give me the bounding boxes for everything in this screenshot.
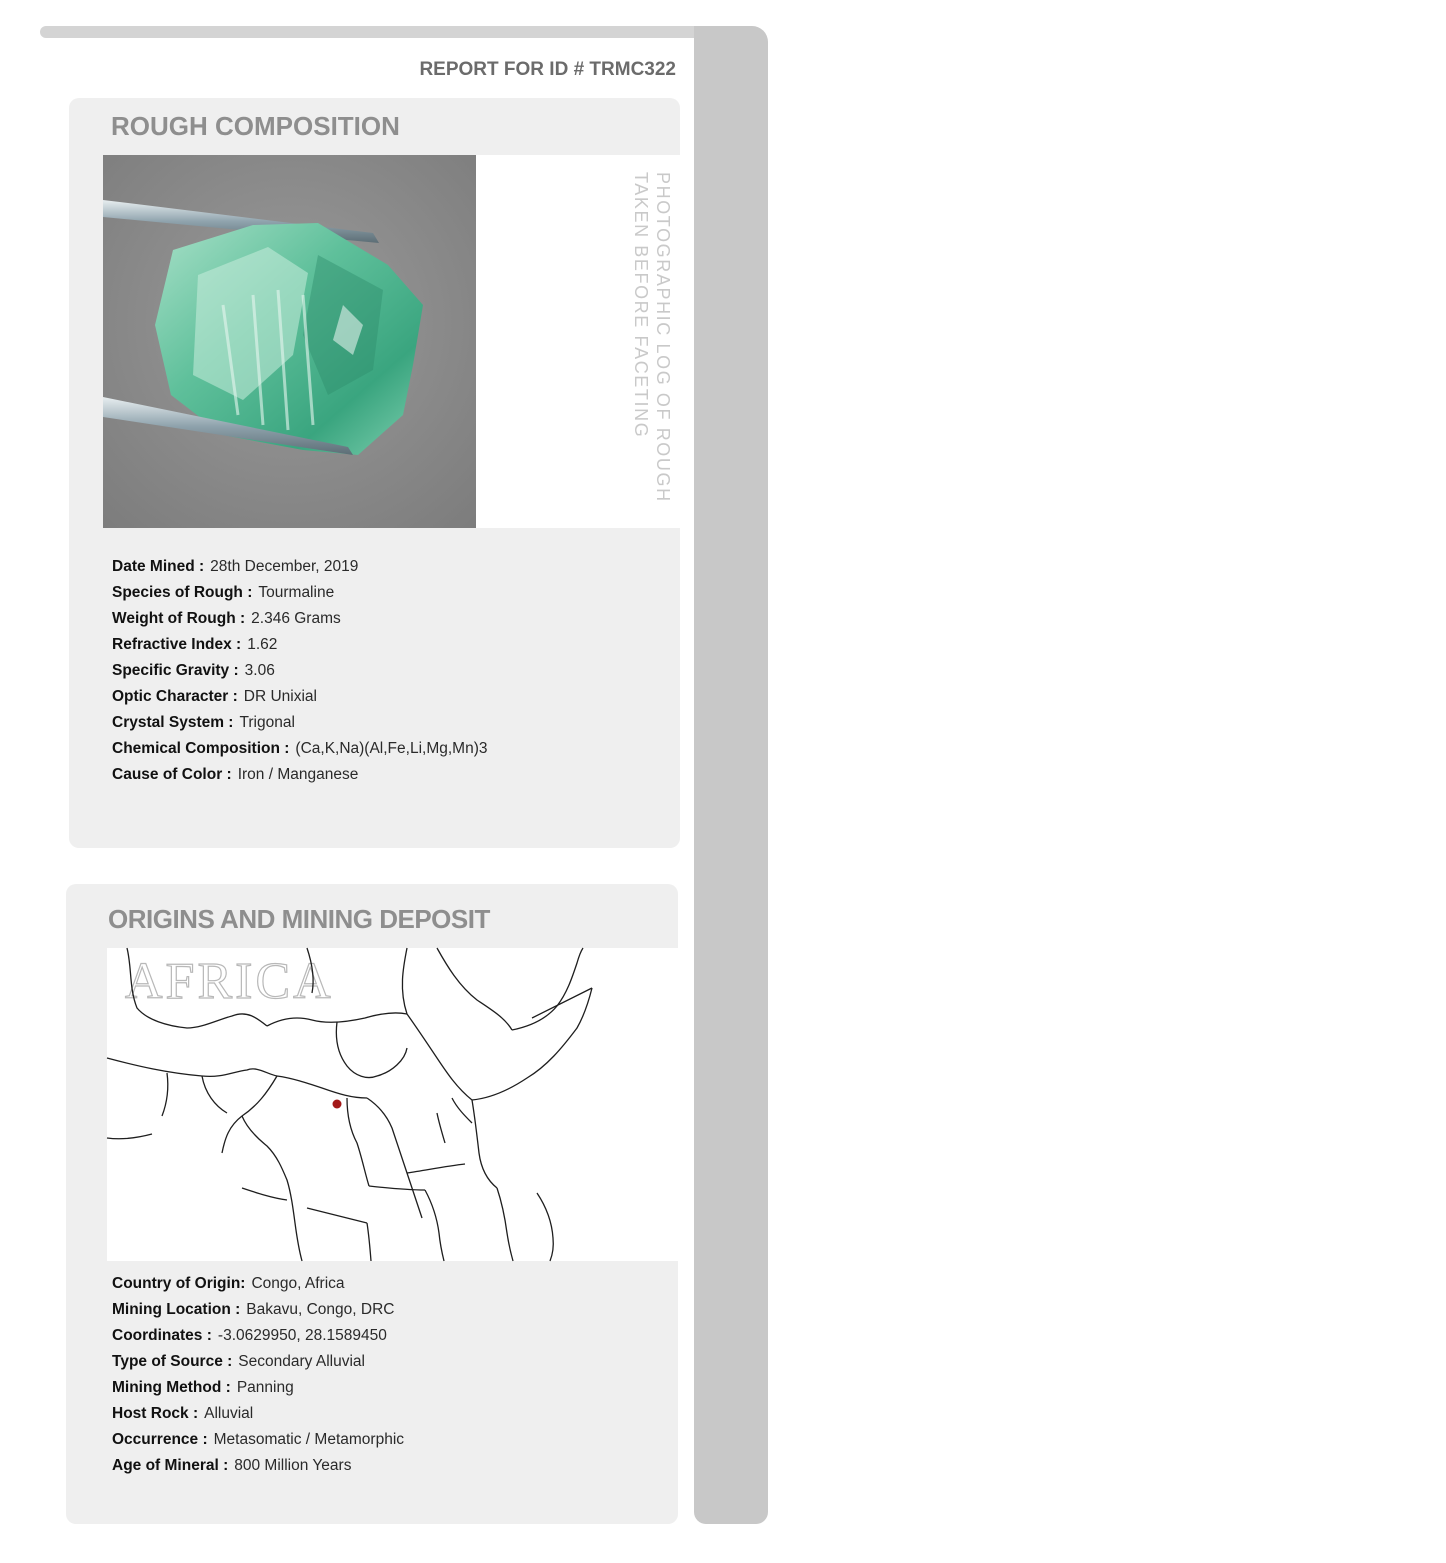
field-key: Coordinates :: [112, 1327, 212, 1344]
map-label: AFRICA: [125, 953, 334, 1010]
field-key: Optic Character :: [112, 688, 238, 705]
field-value: Iron / Manganese: [237, 766, 359, 783]
field-value: Secondary Alluvial: [238, 1353, 365, 1370]
origin-field-mining-method: [112, 1379, 294, 1397]
photo-caption-line-1: PHOTOGRAPHIC LOG OF ROUGH: [653, 172, 673, 503]
field-value: 1.62: [247, 636, 278, 653]
field-value: 3.06: [244, 662, 275, 679]
field-key: Host Rock :: [112, 1405, 199, 1422]
field-key: Cause of Color :: [112, 766, 232, 783]
field-key: Mining Method :: [112, 1379, 231, 1396]
field-value: (Ca,K,Na)(Al,Fe,Li,Mg,Mn)3: [295, 740, 488, 757]
field-value: Panning: [236, 1379, 294, 1396]
rough-field-date-mined: [112, 558, 358, 576]
rough-photo: [103, 155, 476, 528]
field-value: Trigonal: [239, 714, 295, 731]
rough-field-optic-character: [112, 688, 317, 706]
rough-field-chemical-composition: [112, 740, 487, 758]
top-frame-bar: [40, 26, 720, 38]
origin-field-country: [112, 1275, 345, 1293]
field-value: Alluvial: [204, 1405, 254, 1422]
field-value: -3.0629950, 28.1589450: [217, 1327, 387, 1344]
origins-title: ORIGINS AND MINING DEPOSIT: [108, 904, 490, 934]
field-value: 28th December, 2019: [210, 558, 359, 575]
field-value: Metasomatic / Metamorphic: [213, 1431, 405, 1448]
field-key: Mining Location :: [112, 1301, 241, 1318]
field-value: Bakavu, Congo, DRC: [246, 1301, 395, 1318]
field-value: 2.346 Grams: [251, 610, 341, 627]
side-title-container: [694, 26, 1446, 1524]
side-title: GEMSTONE MINING & GEOLOGY REPORT: [1413, 438, 1446, 1077]
field-value: Tourmaline: [258, 584, 335, 601]
origin-field-occurrence: [112, 1431, 404, 1449]
report-id: REPORT FOR ID # TRMC322: [419, 59, 676, 80]
rough-field-weight: [112, 610, 341, 628]
africa-map: [107, 948, 678, 1261]
field-value: 800 Million Years: [234, 1457, 352, 1474]
field-value: DR Unixial: [243, 688, 317, 705]
origin-field-source-type: [112, 1353, 365, 1371]
field-key: Occurrence :: [112, 1431, 208, 1448]
field-key: Chemical Composition :: [112, 740, 290, 757]
field-key: Weight of Rough :: [112, 610, 246, 627]
field-value: Congo, Africa: [251, 1275, 345, 1292]
origin-field-mining-location: [112, 1301, 394, 1319]
field-key: Country of Origin:: [112, 1275, 246, 1292]
rough-field-crystal-system: [112, 714, 295, 732]
field-key: Crystal System :: [112, 714, 234, 731]
rough-composition-title: ROUGH COMPOSITION: [111, 111, 400, 141]
photo-caption-line-2: TAKEN BEFORE FACETING: [631, 172, 651, 439]
origin-field-age: [112, 1457, 351, 1475]
rough-field-cause-of-color: [112, 766, 358, 784]
field-key: Type of Source :: [112, 1353, 233, 1370]
origin-field-host-rock: [112, 1405, 253, 1423]
field-key: Date Mined :: [112, 558, 205, 575]
mining-location-marker: [333, 1100, 342, 1109]
rough-field-specific-gravity: [112, 662, 275, 680]
rough-field-refractive-index: [112, 636, 277, 654]
field-key: Species of Rough :: [112, 584, 253, 601]
origin-field-coordinates: [112, 1327, 387, 1345]
field-key: Refractive Index :: [112, 636, 242, 653]
field-key: Age of Mineral :: [112, 1457, 229, 1474]
field-key: Specific Gravity :: [112, 662, 239, 679]
photo-caption: [630, 172, 674, 512]
rough-field-species: [112, 584, 334, 602]
